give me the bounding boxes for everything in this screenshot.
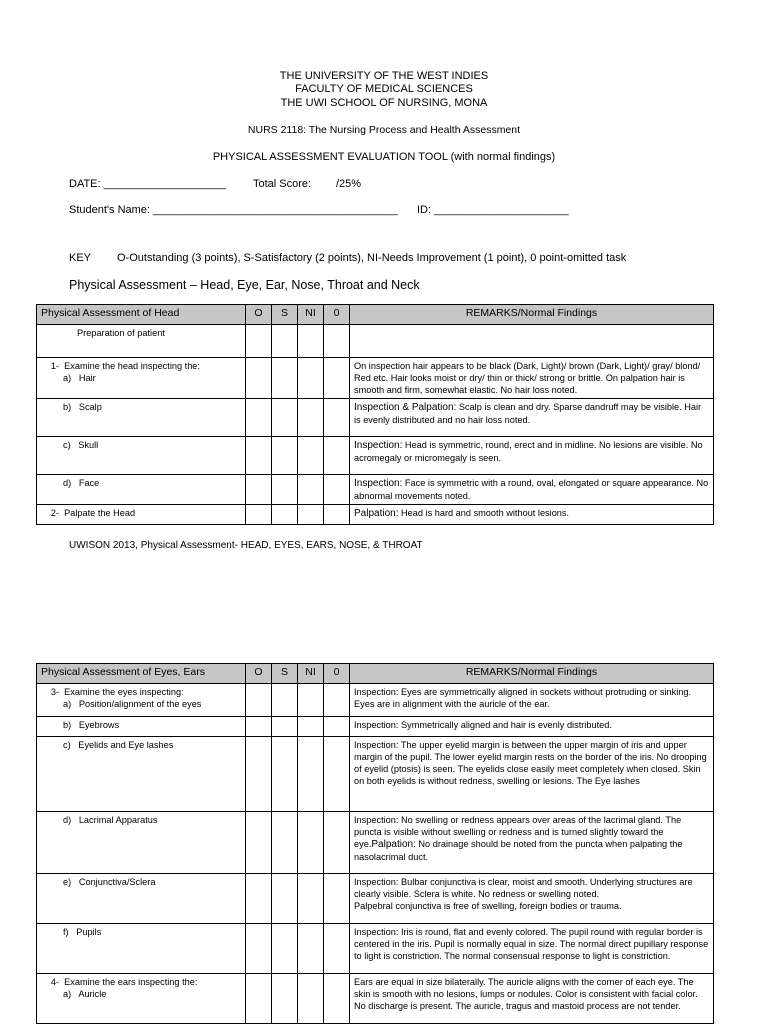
remark-text-2: No drainage should be noted from the puncta when palpating the nasolacrimal duct.: [354, 839, 683, 862]
remark-lead: Inspection:: [354, 440, 403, 451]
score-cell-zero[interactable]: [324, 684, 350, 717]
row-subitem: d) Face: [63, 478, 100, 488]
col-header-o: O: [246, 664, 272, 684]
table-row: [37, 437, 714, 475]
row-subitem: a) Hair: [63, 373, 96, 383]
remark-cell: [350, 812, 714, 874]
table-row: [37, 684, 714, 717]
col-header-o: O: [246, 305, 272, 325]
course-title: NURS 2118: The Nursing Process and Health Assessment: [247, 124, 521, 136]
remark-cell: [350, 874, 714, 924]
remark-lead: Inspection:: [354, 740, 399, 750]
table-row: [37, 505, 714, 525]
score-cell-zero[interactable]: [324, 974, 350, 1024]
score-cell-zero[interactable]: [324, 737, 350, 812]
remark-cell: [350, 684, 714, 717]
remark-cell: [350, 505, 714, 525]
remark-cell: [350, 924, 714, 974]
score-cell-o[interactable]: [246, 717, 272, 737]
score-cell-s[interactable]: [272, 974, 298, 1024]
remark-cell: [350, 399, 714, 437]
score-cell-ni[interactable]: [298, 437, 324, 475]
score-cell-ni[interactable]: [298, 812, 324, 874]
score-cell-s[interactable]: [272, 399, 298, 437]
score-cell-o[interactable]: [246, 505, 272, 525]
remark-text: On inspection hair appears to be black (Dark, Light)/ brown (Dark, Light)/ gray/ blond/ Red etc. Hair looks moist or dry/ thin or thick/ strong or brittle. On palpation hair is smooth and firm, somewhat elastic. No hair loss noted.: [354, 361, 701, 395]
score-cell-s[interactable]: [272, 325, 298, 358]
col-header-s: S: [272, 664, 298, 684]
score-cell-ni[interactable]: [298, 505, 324, 525]
score-cell-zero[interactable]: [324, 399, 350, 437]
score-cell-o[interactable]: [246, 475, 272, 505]
row-number: 4-: [50, 977, 59, 987]
row-item: Examine the ears inspecting the:: [64, 977, 198, 987]
remark-cell: [350, 974, 714, 1024]
col-header-ni: NI: [298, 305, 324, 325]
row-item: Preparation of patient: [77, 328, 165, 338]
row-number: 2-: [50, 508, 59, 518]
remark-cell: [350, 437, 714, 475]
row-subitem: f) Pupils: [63, 927, 102, 937]
col-header-ni: NI: [298, 664, 324, 684]
faculty-name: FACULTY OF MEDICAL SCIENCES: [295, 83, 473, 95]
score-cell-ni[interactable]: [298, 737, 324, 812]
row-subitem: b) Eyebrows: [63, 720, 120, 730]
score-cell-s[interactable]: [272, 924, 298, 974]
table-row: [37, 974, 714, 1024]
score-cell-zero[interactable]: [324, 325, 350, 358]
row-subitem: c) Eyelids and Eye lashes: [63, 740, 174, 750]
score-cell-zero[interactable]: [324, 812, 350, 874]
remark-lead: Inspection:: [354, 478, 403, 489]
score-cell-o[interactable]: [246, 684, 272, 717]
col-header-remarks: REMARKS/Normal Findings: [350, 664, 714, 684]
row-number: 1-: [50, 361, 59, 371]
remark-cell: [350, 737, 714, 812]
table-header-row: [37, 305, 714, 325]
remark-lead: Inspection:: [354, 720, 399, 730]
score-cell-s[interactable]: [272, 717, 298, 737]
score-cell-o[interactable]: [246, 812, 272, 874]
score-cell-ni[interactable]: [298, 974, 324, 1024]
remark-text: Eyes are symmetrically aligned in sockets without protruding or sinking. Eyes are in alignment with the auricle of the ear.: [354, 687, 692, 709]
score-cell-zero[interactable]: [324, 717, 350, 737]
school-name: THE UWI SCHOOL OF NURSING, MONA: [280, 97, 488, 109]
score-cell-ni[interactable]: [298, 874, 324, 924]
remark-extra: Palpebral conjunctiva is free of swelling, foreign bodies or trauma.: [354, 901, 622, 911]
remark-text: Ears are equal in size bilaterally. The auricle aligns with the corner of each eye. The skin is smooth with no lesions, lumps or nodules. Color is consistent with facial color. No discharge is present. The auricle, tragus and mastoid process are not tender.: [354, 977, 698, 1011]
row-item: Examine the head inspecting the:: [64, 361, 200, 371]
score-cell-s[interactable]: [272, 684, 298, 717]
score-cell-zero[interactable]: [324, 358, 350, 399]
row-number: 3-: [50, 687, 59, 697]
total-score-value: /25%: [336, 178, 362, 190]
score-cell-zero[interactable]: [324, 475, 350, 505]
total-score-label: Total Score:: [253, 178, 312, 190]
table-row: [37, 399, 714, 437]
col-header-assessment: Physical Assessment of Head: [37, 305, 246, 325]
remark-lead: Inspection:: [354, 877, 399, 887]
remark-cell: [350, 358, 714, 399]
score-cell-ni[interactable]: [298, 399, 324, 437]
tool-title: PHYSICAL ASSESSMENT EVALUATION TOOL (with normal findings): [212, 151, 556, 163]
remark-cell: [350, 717, 714, 737]
score-cell-ni[interactable]: [298, 717, 324, 737]
remark-text: Head is hard and smooth without lesions.: [398, 508, 570, 518]
score-cell-zero[interactable]: [324, 874, 350, 924]
remark-text: Symmetrically aligned and hair is evenly distributed.: [398, 720, 612, 730]
score-cell-ni[interactable]: [298, 924, 324, 974]
remark-lead-2: Palpation:: [371, 839, 416, 850]
score-cell-zero[interactable]: [324, 505, 350, 525]
footer-note: UWISON 2013, Physical Assessment- HEAD, EYES, EARS, NOSE, & THROAT: [69, 540, 423, 551]
score-cell-s[interactable]: [272, 812, 298, 874]
score-cell-s[interactable]: [272, 358, 298, 399]
score-cell-o[interactable]: [246, 874, 272, 924]
university-name: THE UNIVERSITY OF THE WEST INDIES: [279, 70, 489, 82]
table-row: [37, 737, 714, 812]
row-subitem: a) Position/alignment of the eyes: [63, 699, 202, 709]
table-row: [37, 924, 714, 974]
score-cell-s[interactable]: [272, 437, 298, 475]
table-row: [37, 874, 714, 924]
remark-text: No swelling or redness appears over areas of the lacrimal gland. The puncta is visible without swelling or redness and is turned slightly toward the eye.: [354, 815, 682, 849]
remark-lead: Inspection:: [354, 687, 399, 697]
row-item: Palpate the Head: [64, 508, 136, 518]
score-cell-ni[interactable]: [298, 475, 324, 505]
key-label: KEY: [69, 252, 92, 264]
score-cell-o[interactable]: [246, 974, 272, 1024]
remark-text: Face is symmetric with a round, oval, elongated or square appearance. No abnormal movements noted.: [354, 478, 709, 501]
row-subitem: a) Auricle: [63, 989, 107, 999]
score-cell-o[interactable]: [246, 325, 272, 358]
col-header-assessment: Physical Assessment of Eyes, Ears: [37, 664, 246, 684]
score-cell-s[interactable]: [272, 737, 298, 812]
remark-cell: [350, 475, 714, 505]
row-subitem: d) Lacrimal Apparatus: [63, 815, 158, 825]
section-title: Physical Assessment – Head, Eye, Ear, Nose, Throat and Neck: [69, 278, 420, 292]
remark-text: Scalp is clean and dry. Sparse dandruff may be visible. Hair is evenly distributed and no hair loss noted.: [354, 402, 702, 425]
score-cell-zero[interactable]: [324, 437, 350, 475]
row-item: Examine the eyes inspecting:: [64, 687, 184, 697]
table-row: [37, 717, 714, 737]
eyes-ears-assessment-table: [36, 663, 714, 1024]
score-cell-ni[interactable]: [298, 325, 324, 358]
table-header-row: [37, 664, 714, 684]
score-cell-s[interactable]: [272, 475, 298, 505]
score-cell-s[interactable]: [272, 505, 298, 525]
col-header-zero: 0: [324, 305, 350, 325]
row-subitem: e) Conjunctiva/Sclera: [63, 877, 156, 887]
col-header-remarks: REMARKS/Normal Findings: [350, 305, 714, 325]
score-cell-ni[interactable]: [298, 358, 324, 399]
col-header-zero: 0: [324, 664, 350, 684]
id-field: ID: ______________________: [417, 204, 569, 216]
score-cell-o[interactable]: [246, 737, 272, 812]
row-subitem: c) Skull: [63, 440, 99, 450]
remark-lead: Inspection & Palpation:: [354, 402, 457, 413]
remark-cell: [350, 325, 714, 358]
score-cell-o[interactable]: [246, 924, 272, 974]
remark-text: Bulbar conjunctiva is clear, moist and smooth. Underlying structures are clearly visible. Sclera is white. No redness or swelling noted.: [354, 877, 693, 899]
student-name-field: Student's Name: ________________________________________: [69, 204, 398, 216]
score-cell-o[interactable]: [246, 358, 272, 399]
remark-lead: Inspection:: [354, 927, 399, 937]
remark-text: Head is symmetric, round, erect and in midline. No lesions are visible. No acromegaly or micromegaly is seen.: [354, 440, 703, 463]
remark-lead: Inspection:: [354, 815, 399, 825]
table-row: [37, 812, 714, 874]
remark-text: The upper eyelid margin is between the upper margin of iris and upper margin of the pupil. The lower eyelid margin rests on the border of the iris. No drooping of eyelid (ptosis) is seen. The eyelids close easily meet completely when closed. Skin on both eyelids is without redness, swelling or lesions. The Eye lashes: [354, 740, 707, 786]
date-field: DATE: ____________________: [69, 178, 226, 190]
score-cell-o[interactable]: [246, 437, 272, 475]
score-cell-ni[interactable]: [298, 684, 324, 717]
remark-text: Iris is round, flat and evenly colored. The pupil round with regular border is centered in the iris. Pupil is normally equal in size. The normal direct pupillary response to light is constriction. The normal consensual response to light is constriction.: [354, 927, 709, 961]
head-assessment-table: [36, 304, 714, 525]
remark-lead: Palpation:: [354, 508, 399, 519]
score-cell-s[interactable]: [272, 874, 298, 924]
table-row: [37, 475, 714, 505]
table-row: [37, 358, 714, 399]
row-subitem: b) Scalp: [63, 402, 102, 412]
col-header-s: S: [272, 305, 298, 325]
score-cell-zero[interactable]: [324, 924, 350, 974]
key-text: O-Outstanding (3 points), S-Satisfactory (2 points), NI-Needs Improvement (1 point), 0 point-omitted task: [117, 252, 627, 264]
score-cell-o[interactable]: [246, 399, 272, 437]
table-row: [37, 325, 714, 358]
